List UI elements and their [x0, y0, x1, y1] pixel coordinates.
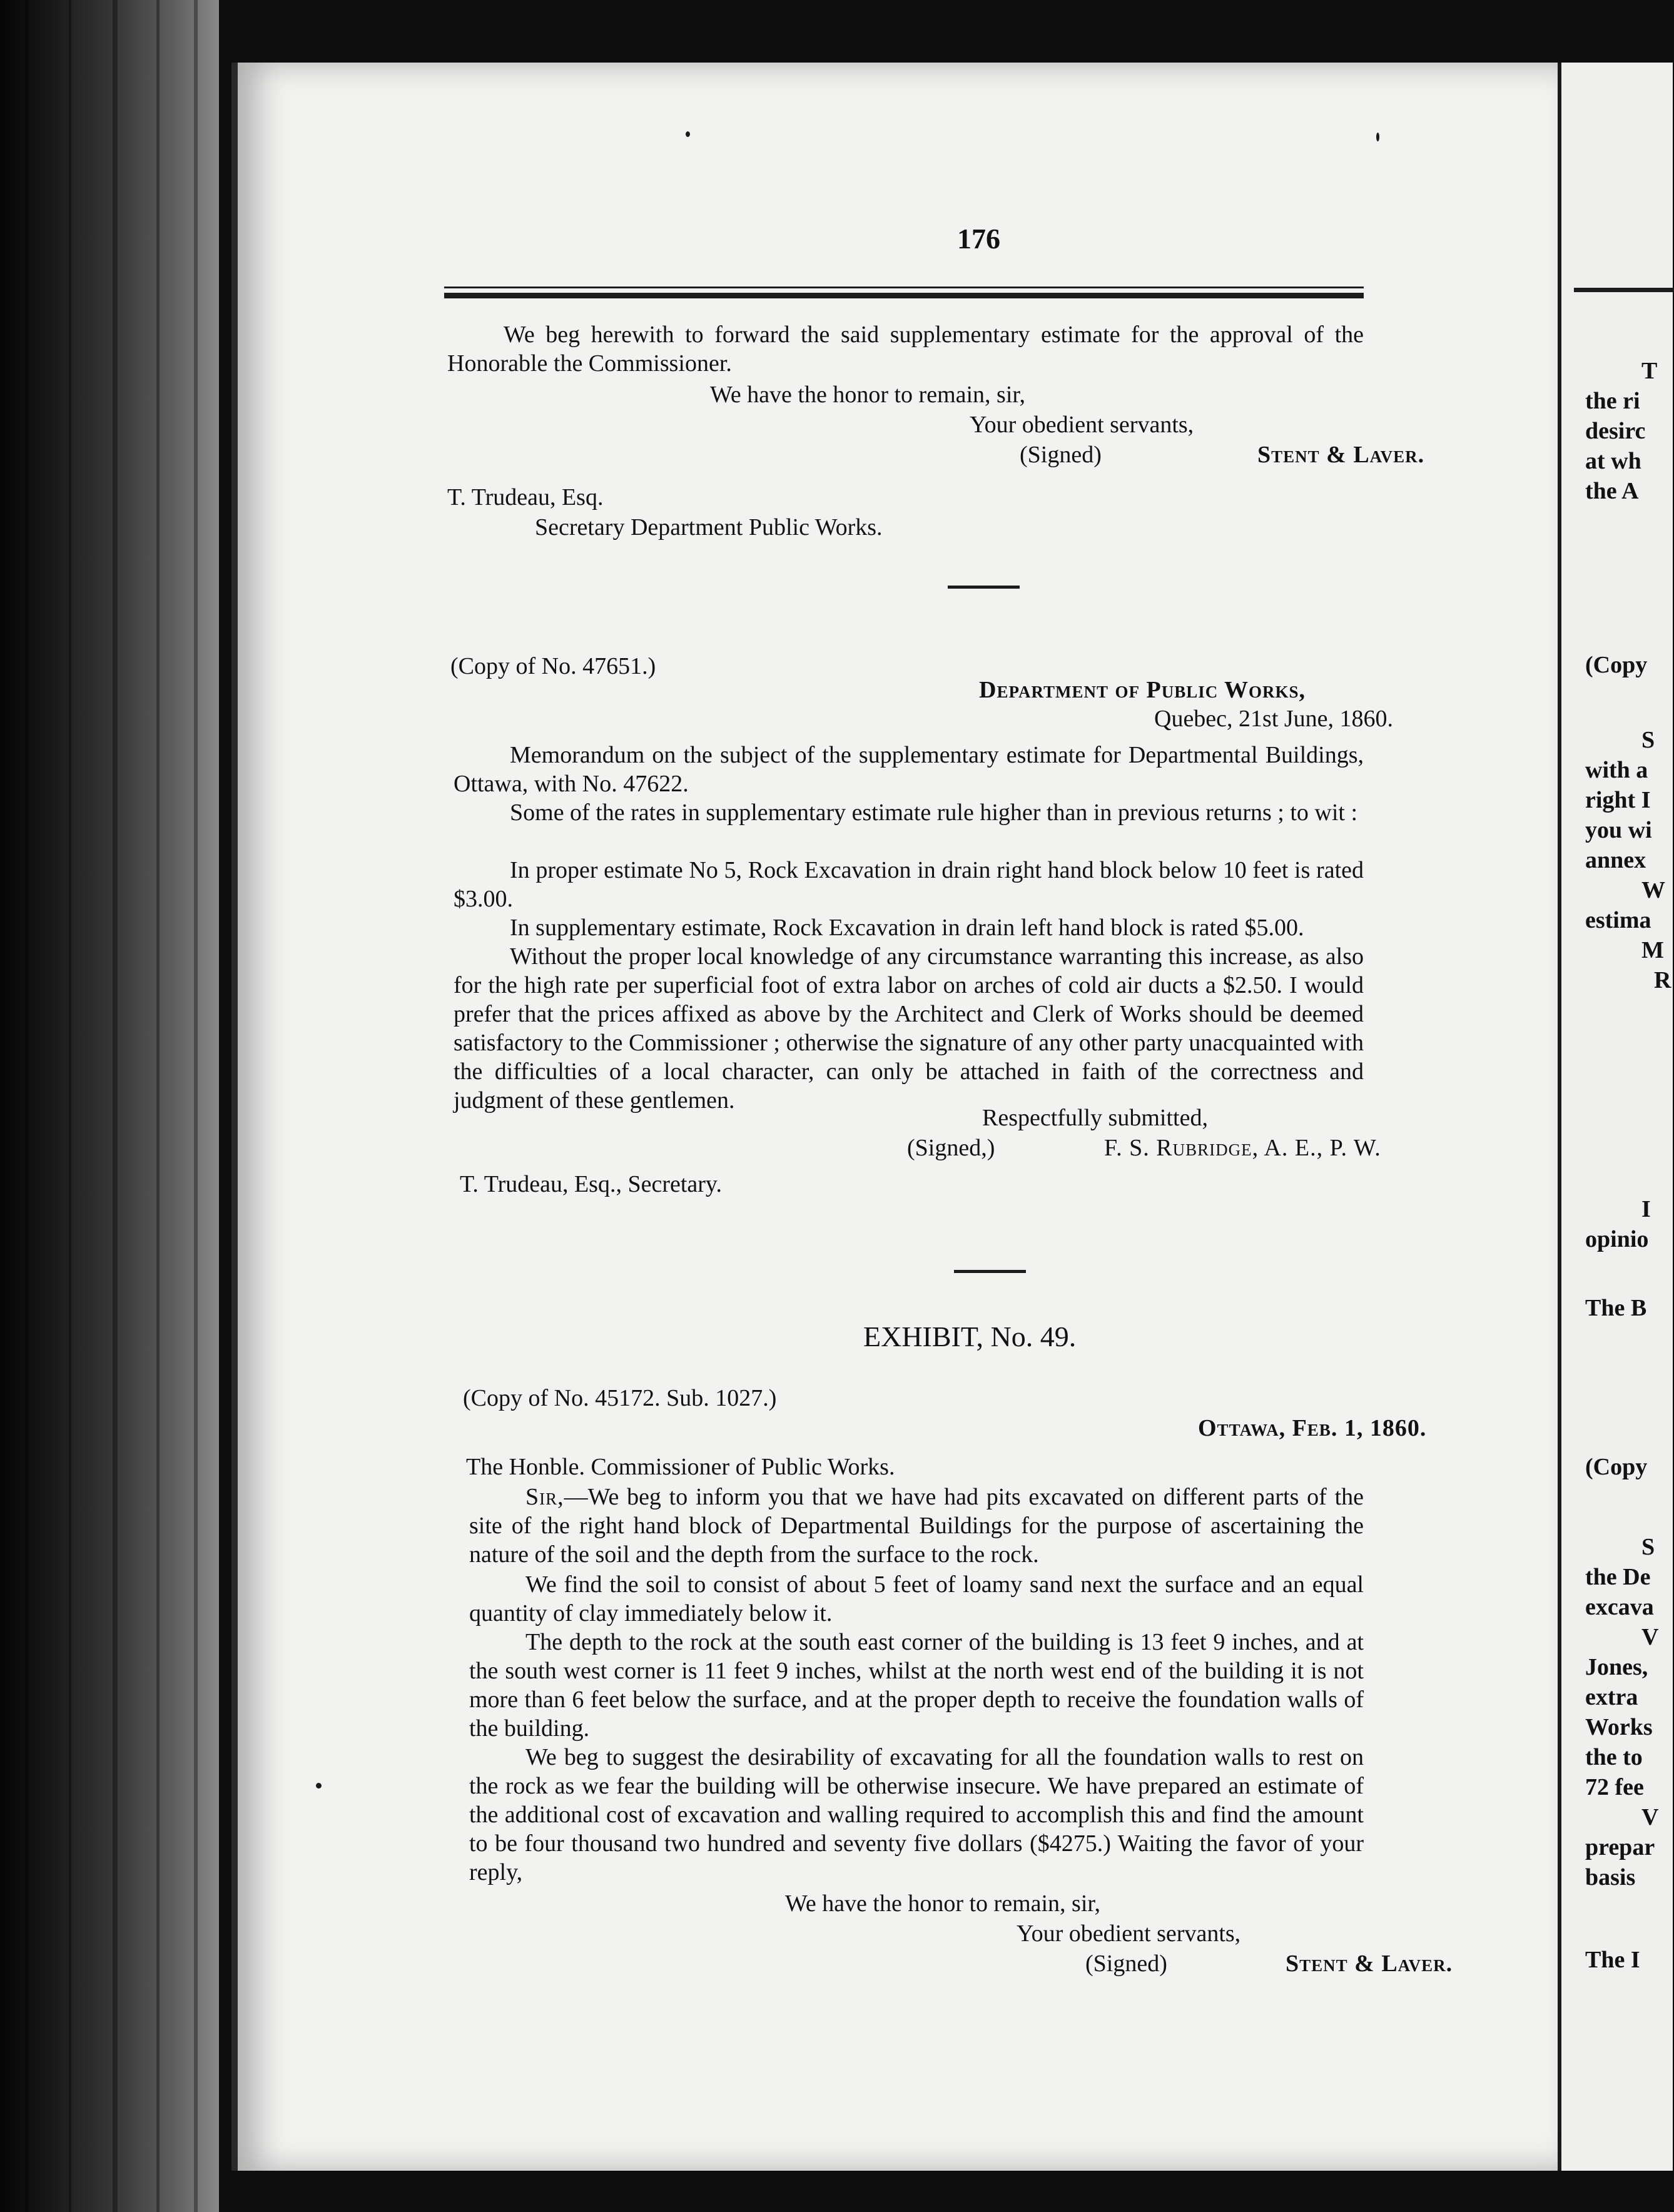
facing-text-fragment: right I — [1585, 787, 1651, 813]
facing-text-fragment: V — [1641, 1804, 1659, 1830]
spine-stripe — [194, 0, 198, 2212]
letter-closing: We have the honor to remain, sir, — [710, 382, 1026, 408]
facing-text-fragment: S — [1641, 727, 1655, 753]
facing-text-fragment: R — [1654, 967, 1671, 993]
facing-text-fragment: W — [1641, 877, 1665, 903]
memo-department: Department of Public Works, — [979, 677, 1306, 703]
page-number: 176 — [957, 223, 1000, 255]
facing-text-fragment: (Copy — [1585, 652, 1648, 678]
facing-text-fragment: Works — [1585, 1714, 1653, 1740]
exhibit-paragraph: The depth to the rock at the south east corner of the building is 13 feet 9 inches, and at the south west corner is 11 feet 9 inches, whilst at the north west end of the building it is not more than 6 feet below the surface, and at the proper depth to receive the foundation walls of the building. — [469, 1629, 1364, 1742]
spine-stripe — [156, 0, 160, 2212]
exhibit-paragraph: Sir,—We beg to inform you that we have had pits excavated on different parts of the site of the right hand block of Departmental Buildings for the purpose of ascertaining the nature of the soil and the depth from the surface to the rock. — [469, 1484, 1364, 1568]
memo-paragraph: Memorandum on the subject of the supplementary estimate for Departmental Buildings, Ottawa, with No. 47622. — [454, 742, 1364, 797]
exhibit-salutation: Sir, — [525, 1484, 564, 1510]
facing-text-fragment: 72 fee — [1585, 1774, 1644, 1800]
facing-text-fragment: the ri — [1585, 388, 1640, 414]
exhibit-heading: EXHIBIT, No. 49. — [863, 1321, 1077, 1352]
memo-closing: Respectfully submitted, — [982, 1105, 1208, 1131]
facing-text-fragment: the De — [1585, 1564, 1651, 1590]
exhibit-place-date: Ottawa, Feb. 1, 1860. — [1198, 1415, 1427, 1441]
letter-signer: Stent & Laver. — [1257, 442, 1425, 468]
facing-text-fragment: M — [1641, 937, 1664, 963]
header-rule-thick — [444, 293, 1364, 298]
memo-copy-ref: (Copy of No. 47651.) — [450, 653, 656, 679]
section-divider — [948, 586, 1020, 589]
facing-text-fragment: the to — [1585, 1744, 1643, 1770]
facing-text-fragment: prepar — [1585, 1834, 1655, 1860]
spine-stripe — [113, 0, 118, 2212]
facing-text-fragment: you wi — [1585, 817, 1652, 843]
exhibit-addressee: The Honble. Commissioner of Public Works. — [466, 1454, 895, 1480]
facing-text-fragment: estima — [1585, 907, 1651, 933]
letter-signed: (Signed) — [1020, 442, 1102, 468]
facing-text-fragment: annex — [1585, 847, 1646, 873]
facing-text-fragment: desirc — [1585, 418, 1646, 444]
exhibit-signed: (Signed) — [1085, 1951, 1167, 1977]
exhibit-signer: Stent & Laver. — [1286, 1951, 1453, 1977]
facing-text-fragment: basis — [1585, 1864, 1636, 1890]
facing-text-fragment: I — [1641, 1196, 1651, 1222]
memo-addressee: T. Trudeau, Esq., Secretary. — [460, 1171, 722, 1197]
exhibit-paragraph: We beg to suggest the desirability of excavating for all the foundation walls to rest on the rock as we fear the building will be otherwise insecure. We have prepared an estimate of the additional cost of excavation and walling required to accomplish this and find the amount to be four thousand two hundred and seventy five dollars ($4275.) Waiting the favor of your reply, — [469, 1744, 1364, 1885]
spine-stripe — [69, 0, 71, 2212]
facing-text-fragment: (Copy — [1585, 1454, 1648, 1480]
scan-speck — [686, 131, 690, 137]
document-page — [231, 63, 1558, 2171]
letter-paragraph: We beg herewith to forward the said supplementary estimate for the approval of the Honorable the Commissioner. — [447, 322, 1364, 377]
scan-speck — [1376, 133, 1379, 141]
exhibit-servants: Your obedient servants, — [1017, 1920, 1241, 1947]
memo-place-date: Quebec, 21st June, 1860. — [1154, 706, 1394, 732]
facing-header-rule — [1574, 288, 1674, 292]
facing-text-fragment: S — [1641, 1534, 1655, 1560]
exhibit-paragraph: We find the soil to consist of about 5 feet of loamy sand next the surface and an equal quantity of clay immediately below it. — [469, 1571, 1364, 1626]
memo-paragraph: Some of the rates in supplementary estimate rule higher than in previous returns ; to wit : — [510, 799, 1358, 826]
facing-text-fragment: at wh — [1585, 448, 1641, 474]
exhibit-closing: We have the honor to remain, sir, — [785, 1890, 1101, 1917]
memo-paragraph: Without the proper local knowledge of any circumstance warranting this increase, as also for the high rate per superficial foot of extra labor on arches of cold air ducts a $2.50. I would prefer that the prices affixed as above by the Architect and Clerk of Works should be deemed satisfactory to the Commissioner ; otherwise the signature of any other party unacquainted with the difficulties of a local character, can only be attached in faith of the correctness and judgment of these gentlemen. — [454, 943, 1364, 1114]
memo-signer: F. S. Rubridge, A. E., P. W. — [1104, 1135, 1381, 1161]
scan-speck — [316, 1783, 322, 1788]
spine-stripe — [25, 0, 29, 2212]
facing-text-fragment: The I — [1585, 1947, 1640, 1973]
memo-paragraph: In supplementary estimate, Rock Excavation in drain left hand block is rated $5.00. — [510, 915, 1304, 941]
facing-text-fragment: with a — [1585, 757, 1648, 783]
letter-addressee-title: Secretary Department Public Works. — [535, 514, 883, 540]
facing-text-fragment: The B — [1585, 1295, 1647, 1321]
memo-paragraph: In proper estimate No 5, Rock Excavation in drain right hand block below 10 feet is rated $3.00. — [454, 857, 1364, 912]
book-spine — [0, 0, 219, 2212]
header-rule-thin — [444, 287, 1364, 288]
facing-text-fragment: extra — [1585, 1684, 1638, 1710]
memo-signed: (Signed,) — [907, 1135, 995, 1161]
letter-addressee: T. Trudeau, Esq. — [447, 484, 604, 510]
facing-text-fragment: V — [1641, 1624, 1659, 1650]
facing-text-fragment: excava — [1585, 1594, 1654, 1620]
facing-page-edge — [1558, 63, 1673, 2171]
section-divider — [954, 1270, 1026, 1273]
facing-text-fragment: the A — [1585, 478, 1639, 504]
facing-text-fragment: T — [1641, 358, 1658, 384]
letter-servants: Your obedient servants, — [970, 412, 1194, 438]
exhibit-copy-ref: (Copy of No. 45172. Sub. 1027.) — [463, 1385, 777, 1411]
facing-text-fragment: opinio — [1585, 1226, 1649, 1252]
facing-text-fragment: Jones, — [1585, 1654, 1648, 1680]
